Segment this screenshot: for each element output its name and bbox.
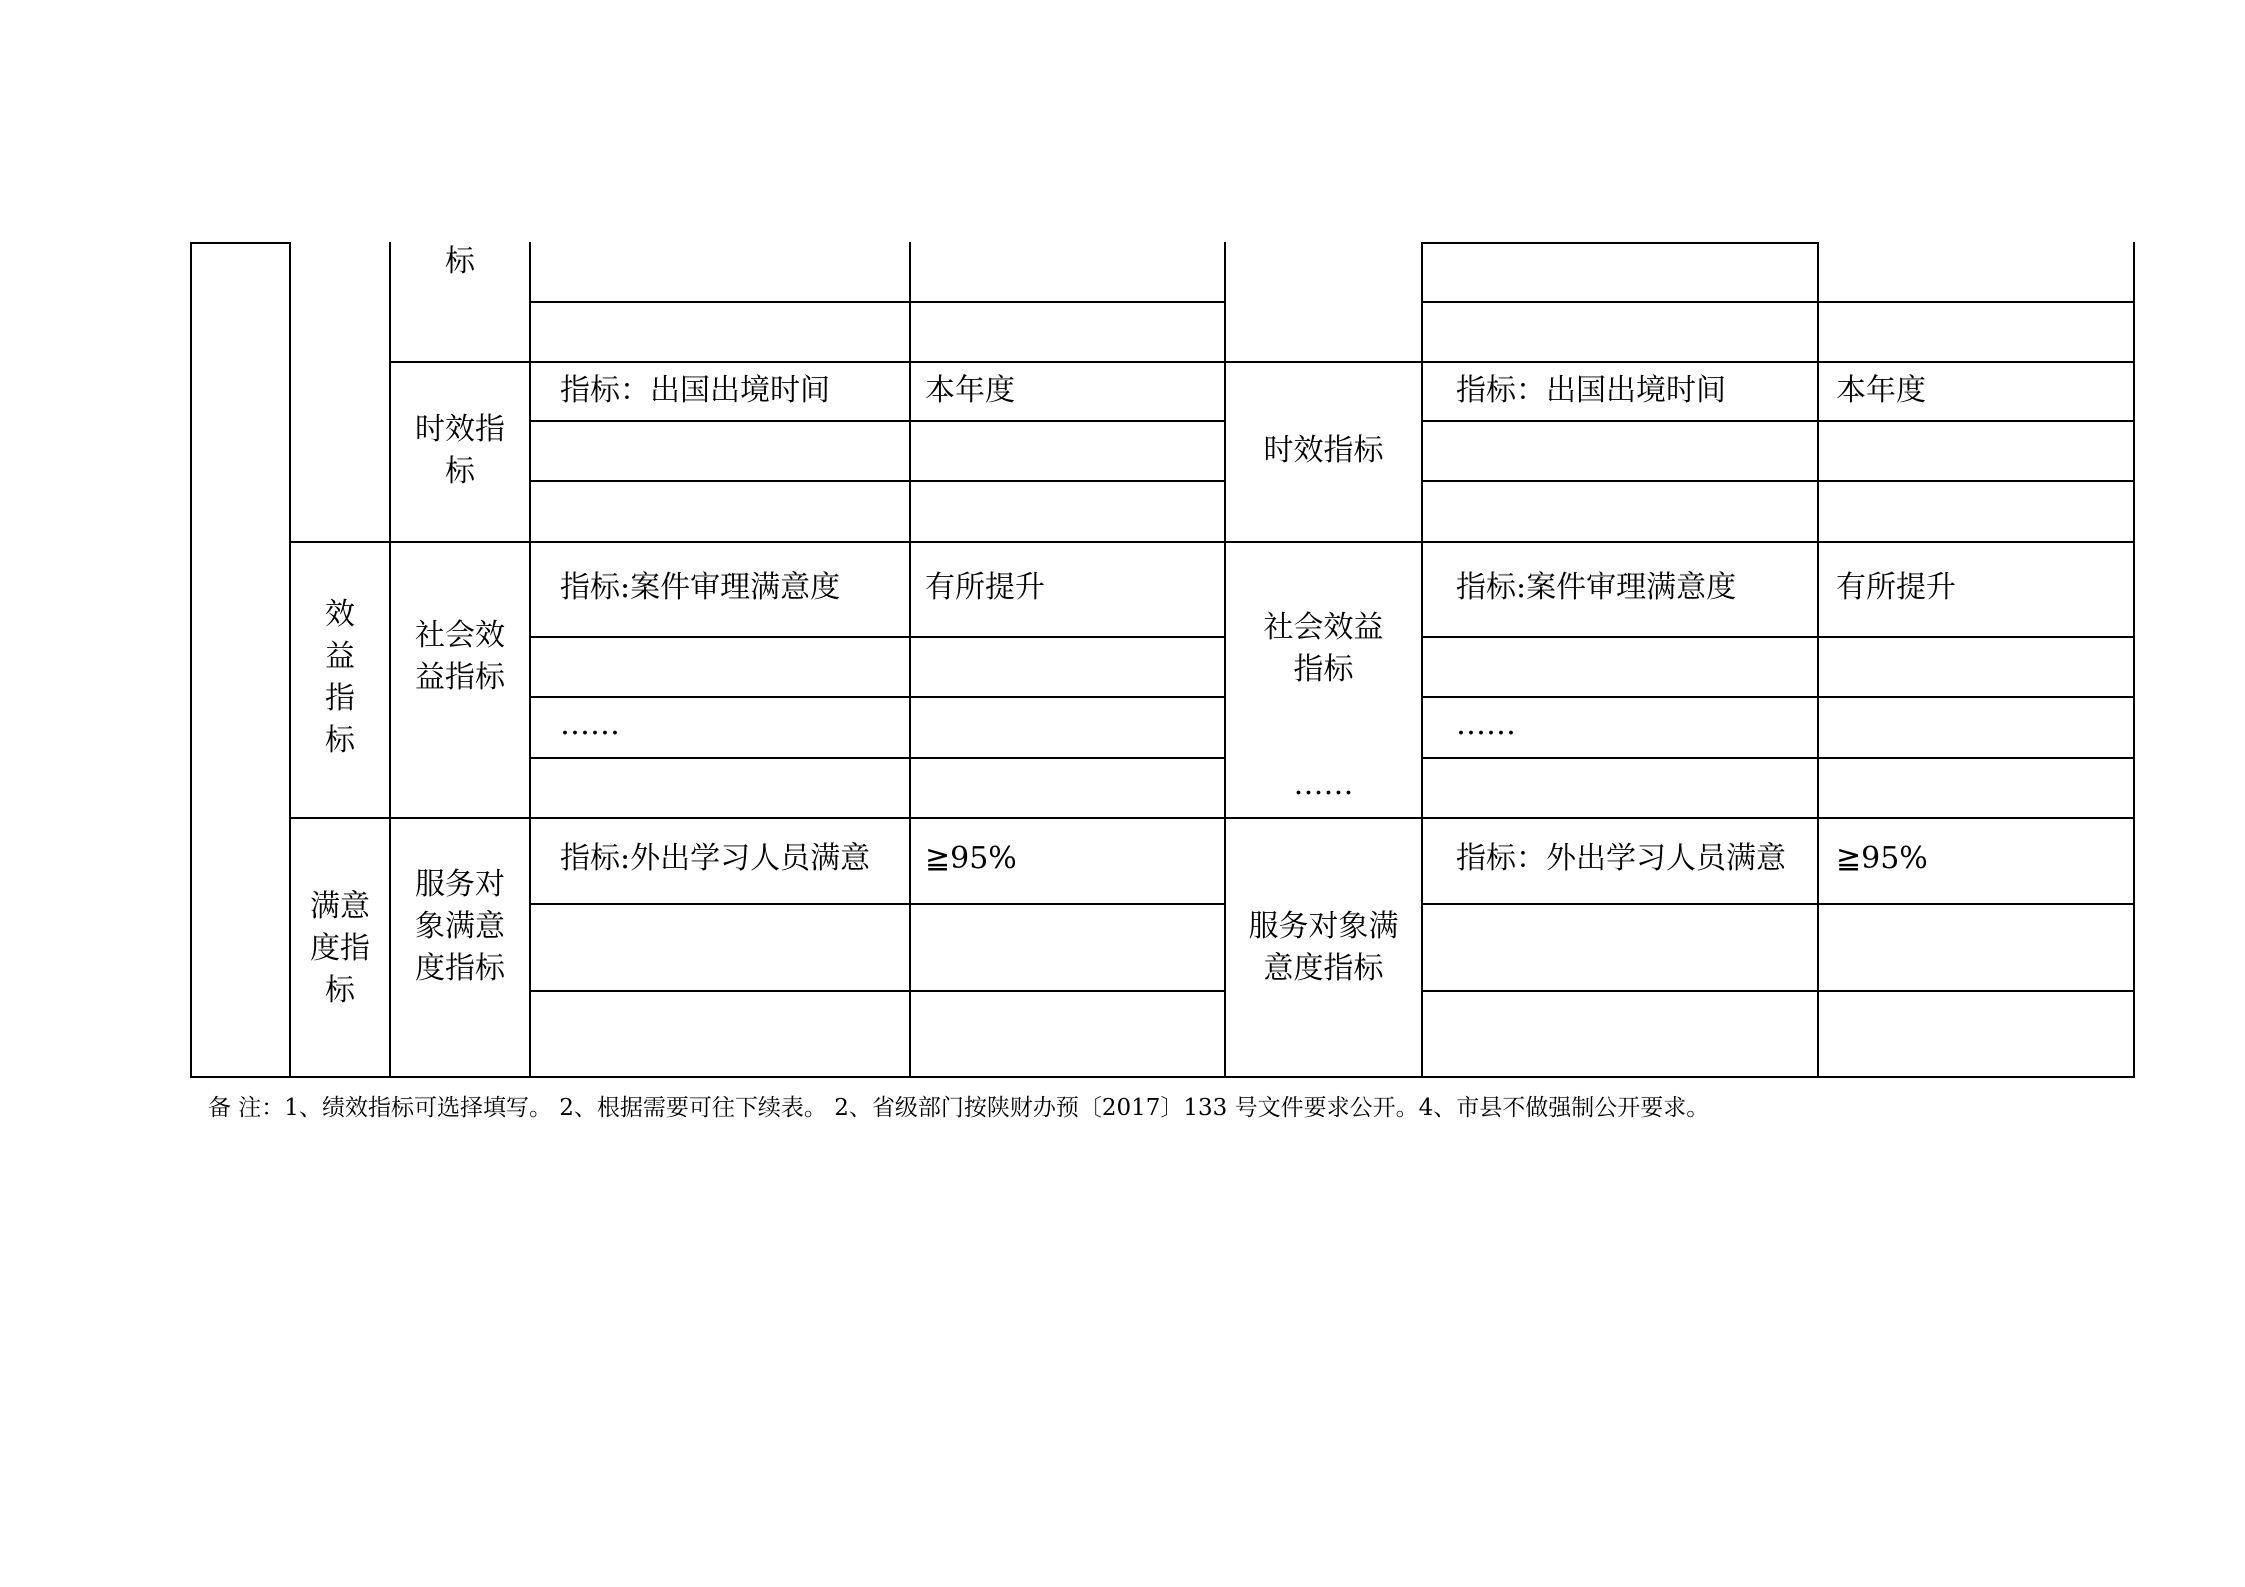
table-line-h1b (1421, 301, 2135, 303)
table-line-h6b (1421, 636, 2135, 638)
right-r3-ellipsis: …… (1456, 707, 1516, 742)
right-r3-value: 有所提升 (1836, 570, 1956, 605)
table-line-h3a (529, 420, 1226, 422)
table-line-h7b (1421, 696, 2135, 698)
table-line-h9 (289, 817, 2135, 819)
table-line-h2 (389, 361, 2135, 363)
footnote: 备 注：1、绩效指标可选择填写。 2、根据需要可往下续表。 2、省级部门按陕财办预〔2017〕133 号文件要求公开。4、市县不做强制公开要求。 (208, 1095, 1710, 1121)
left-r3-group: 效益指标 (325, 597, 355, 758)
table-line-v3 (529, 242, 531, 1078)
right-r4-value: ≧95% (1836, 841, 1928, 876)
table-line-v1 (289, 242, 291, 1078)
table-line-top-right (1421, 242, 1819, 244)
left-r2-category: 时效指标 (415, 412, 505, 489)
right-r4-indicator: 指标：外出学习人员满意 (1456, 841, 1786, 876)
table-line-top-left (190, 242, 291, 244)
table-line-v7 (1817, 242, 1819, 1078)
table-border-bottom (190, 1076, 2135, 1078)
table-border-right (2133, 242, 2135, 1078)
table-line-v6 (1421, 242, 1423, 1078)
table-line-h11a (529, 990, 1226, 992)
table-line-h7a (529, 696, 1226, 698)
left-r4-category: 服务对象满意度指标 (415, 867, 505, 986)
right-r3-indicator: 指标:案件审理满意度 (1456, 570, 1737, 605)
table-line-h4b (1421, 480, 2135, 482)
table-line-h3b (1421, 420, 2135, 422)
left-r4-indicator: 指标:外出学习人员满意 (560, 841, 871, 876)
table-line-v5 (1224, 242, 1226, 1078)
left-r4-value: ≧95% (925, 841, 1017, 876)
right-r4-category: 服务对象满意度指标 (1248, 909, 1399, 986)
table-line-h8b (1421, 757, 2135, 759)
left-r2-indicator: 指标：出国出境时间 (560, 373, 830, 408)
right-r2-indicator: 指标：出国出境时间 (1456, 373, 1726, 408)
table-line-h4a (529, 480, 1226, 482)
right-r3-category-ellipsis: …… (1293, 767, 1354, 802)
table-line-h10b (1421, 903, 2135, 905)
right-r3-category: 社会效益指标 (1263, 610, 1384, 687)
table-line-h5 (289, 541, 2135, 543)
table-line-v2 (389, 242, 391, 1078)
left-r4-group: 满意度指标 (310, 889, 370, 1008)
table-line-v4 (909, 242, 911, 1078)
table-border-left (190, 242, 192, 1078)
left-r3-indicator: 指标:案件审理满意度 (560, 570, 841, 605)
table-line-h10a (529, 903, 1226, 905)
left-r1-category: 标 (445, 244, 475, 279)
left-r3-value: 有所提升 (925, 570, 1045, 605)
table-line-h6a (529, 636, 1226, 638)
right-r2-category: 时效指标 (1263, 433, 1384, 468)
table-line-h1a (529, 301, 1226, 303)
right-r2-value: 本年度 (1836, 373, 1926, 408)
left-r3-category: 社会效益指标 (415, 618, 505, 695)
table-line-h11b (1421, 990, 2135, 992)
table-line-h8a (529, 757, 1226, 759)
left-r2-value: 本年度 (925, 373, 1015, 408)
left-r3-ellipsis: …… (560, 707, 620, 742)
